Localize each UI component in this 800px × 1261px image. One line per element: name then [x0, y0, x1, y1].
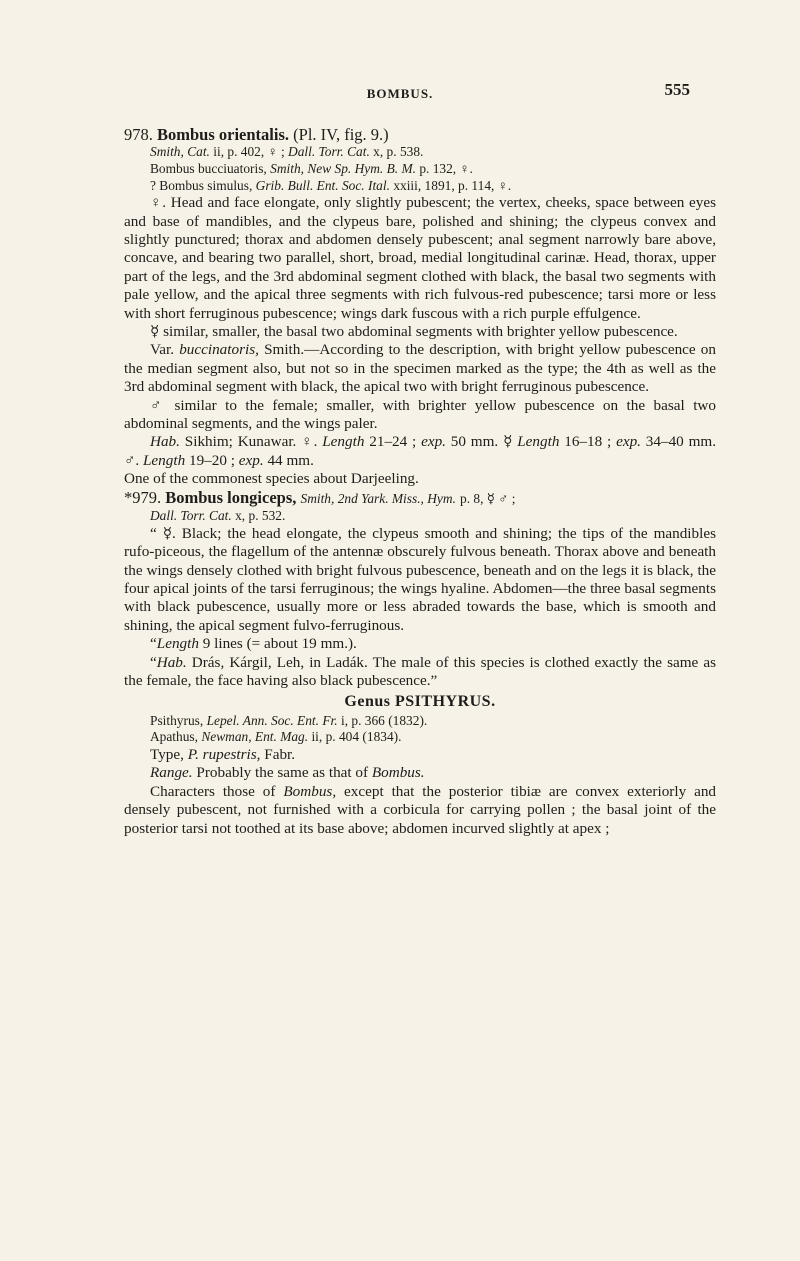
worker-description: ☿ similar, smaller, the basal two abdominal segments with brighter yellow pubescence.: [150, 323, 678, 341]
entry-number: *979.: [124, 487, 162, 507]
range-line: Range. Probably the same as that of Bombus.: [150, 764, 425, 782]
species-heading-978: [124, 126, 716, 144]
running-head: BOMBUS.: [366, 86, 434, 101]
habitat-lengths: Hab. Sikhim; Kunawar. ♀. Length 21–24 ; exp. 50 mm. ☿ Length 16–18 ; exp. 34–40 mm. ♂. Length 19–20 ; exp. 44 mm.: [124, 433, 717, 469]
variety-paragraph: Var. buccinatoris, Smith.—According to the description, with bright yellow pubescence on the median segment also, but not so in the specimen marked as the type; the 4th as well as the 3rd abdominal segment with black, the apical two with bright ferruginous pubescence.: [124, 341, 716, 396]
page-header: [0, 80, 800, 110]
quoted-length: “Length 9 lines (= about 19 mm.).: [150, 635, 357, 653]
species-heading-979: *979. Bombus longiceps, Smith, 2nd Yark. Miss., Hym. p. 8, ☿ ♂ ;: [124, 487, 516, 507]
synonym-line: Apathus, Newman, Ent. Mag. ii, p. 404 (1834).: [150, 729, 402, 745]
closing-remark: One of the commonest species about Darjeeling.: [124, 470, 419, 488]
male-description: ♂ similar to the female; smaller, with brighter yellow pubescence on the basal two abdominal segments, and the wings paler.: [124, 396, 716, 433]
reference-line: Smith, Cat. ii, p. 402, ♀ ; Dall. Torr. Cat. x, p. 538.: [150, 144, 424, 160]
quoted-description: “ ☿. Black; the head elongate, the clypeus smooth and shining; the tips of the mandibles rufo-piceous, the flagellum of the antennæ obscurely fulvous beneath. Thorax above and beneath the wings densely clothed with bright fulvous pubescence, beneath and on the legs it is black, the four apical joints of the tarsi ferruginous; the wings hyaline. Abdomen—the three basal segments with black pubescence, usually more or less abraded towards the base, which is smooth and shining, the apical segment fulvo-ferruginous.: [124, 524, 716, 634]
reference-line: ? Bombus simulus, Grib. Bull. Ent. Soc. Ital. xxiii, 1891, p. 114, ♀.: [150, 177, 512, 193]
plate-reference: (Pl. IV, fig. 9.): [293, 125, 389, 144]
female-description: ♀. Head and face elongate, only slightly pubescent; the vertex, cheeks, space between eyes and base of mandibles, and the clypeus bare, polished and shining; the clypeus convex and slightly punctured; thorax and abdomen densely pubescent; anal segment narrowly bare above, concave, and bearing two parallel, short, broad, medial longitudinal carinæ. Head, thorax, upper part of the legs, and the 3rd abdominal segment clothed with black, the basal two segments with pale yellow, and the apical three segments with rich fulvous-red pubescence; tarsi more or less with short ferruginous pubescence; wings dark fuscous with a rich purple effulgence.: [124, 194, 716, 322]
species-name: Bombus longiceps,: [165, 487, 297, 507]
entry-number: 978.: [124, 125, 153, 144]
species-name: Bombus orientalis.: [157, 125, 290, 144]
type-species: Type, P. rupestris, Fabr.: [150, 745, 296, 763]
quoted-habitat: “Hab. Drás, Kárgil, Leh, in Ladák. The male of this species is clothed exactly the same as the female, the face having also black pubescence.”: [124, 653, 716, 689]
reference-line: Bombus bucciuatoris, Smith, New Sp. Hym. B. M. p. 132, ♀.: [150, 161, 473, 176]
page-number: 555: [664, 80, 690, 99]
genus-heading: Genus PSITHYRUS.: [344, 693, 496, 711]
characters-paragraph: Characters those of Bombus, except that the posterior tibiæ are convex exteriorly and densely pubescent, not furnished with a corbicula for carrying pollen ; the basal joint of the posterior tarsi not toothed at its base above; abdomen incurved slightly at apex ;: [124, 782, 717, 837]
synonym-line: Psithyrus, Lepel. Ann. Soc. Ent. Fr. i, p. 366 (1832).: [150, 712, 428, 728]
page-body: [124, 126, 716, 838]
reference-line: Dall. Torr. Cat. x, p. 532.: [150, 508, 286, 524]
